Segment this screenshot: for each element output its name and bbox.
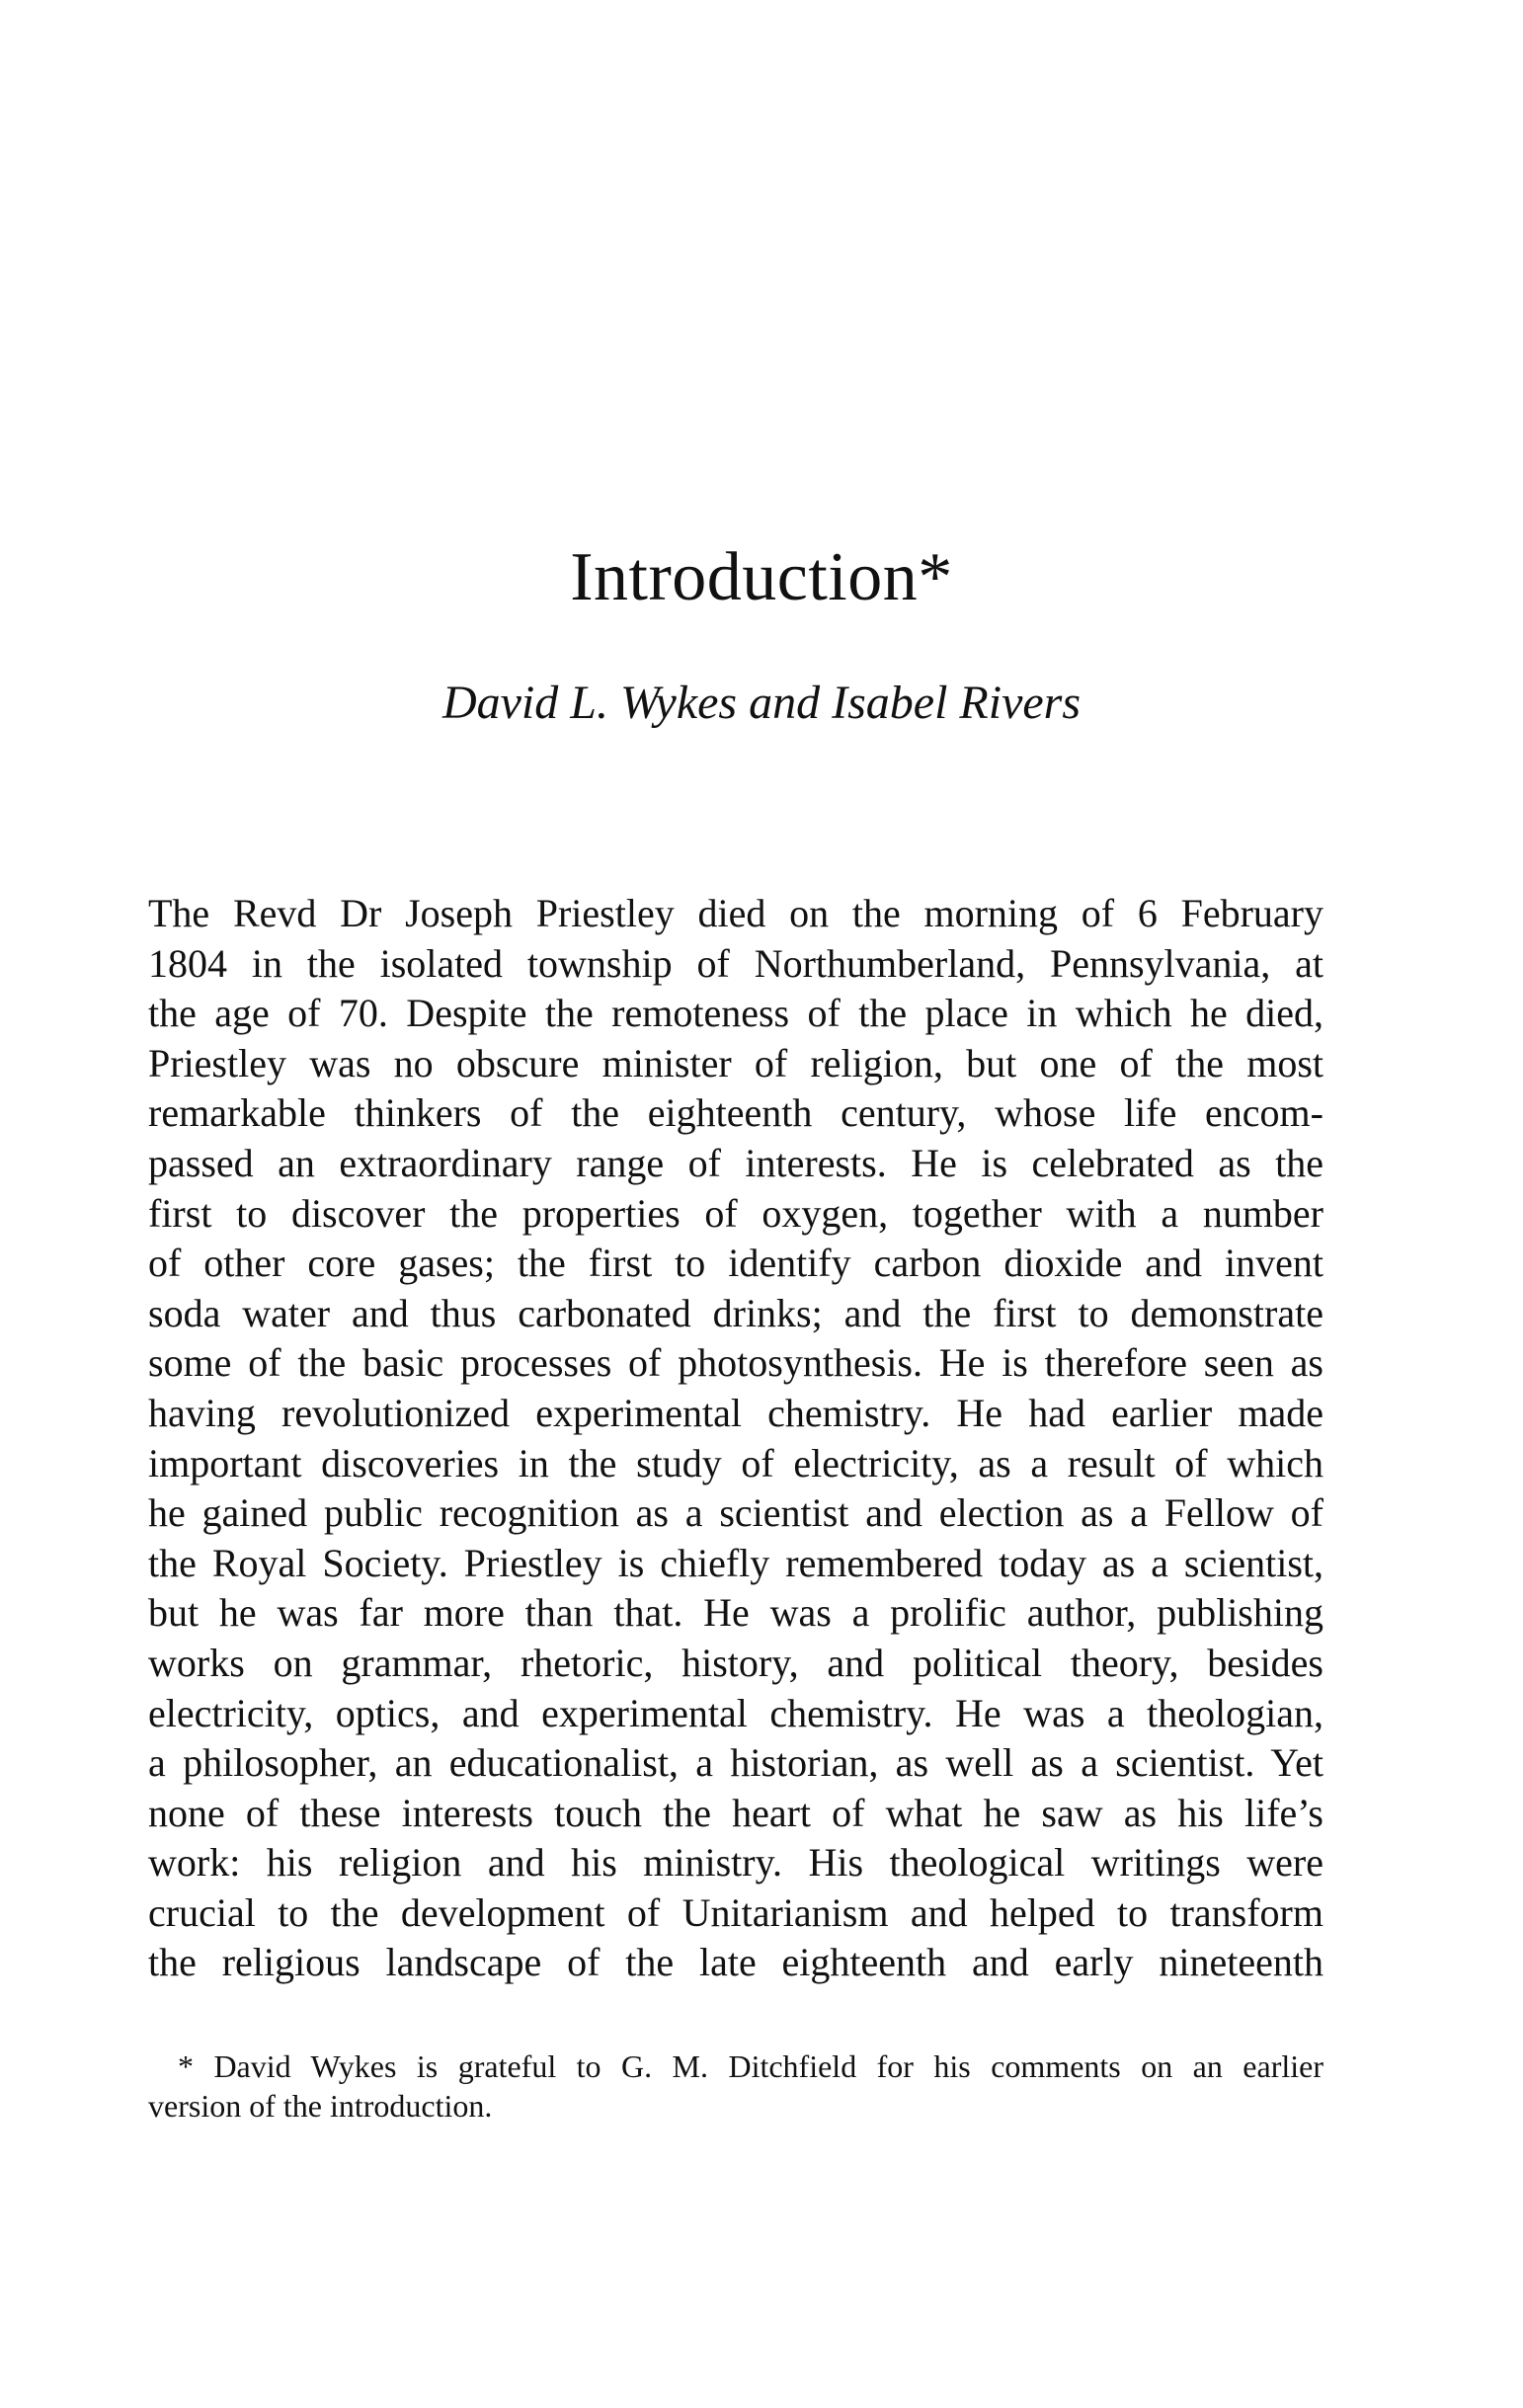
body-line: 1804 in the isolated township of Northumberland, Pennsylvania, at [148, 940, 1323, 986]
body-line: important discoveries in the study of electricity, as a result of which [148, 1440, 1323, 1485]
chapter-authors: David L. Wykes and Isabel Rivers [441, 677, 1082, 729]
body-line: the Royal Society. Priestley is chiefly remembered today as a scientist, [148, 1540, 1323, 1585]
body-line: a philosopher, an educationalist, a historian, as well as a scientist. Yet [148, 1740, 1323, 1786]
body-line: he gained public recognition as a scientist and election as a Fellow of [148, 1490, 1323, 1536]
body-line: electricity, optics, and experimental chemistry. He was a theologian, [148, 1690, 1323, 1735]
body-line: soda water and thus carbonated drinks; and the first to demonstrate [148, 1290, 1323, 1335]
body-line: Priestley was no obscure minister of religion, but one of the most [148, 1040, 1323, 1085]
body-line: the religious landscape of the late eighteenth and early nineteenth [148, 1940, 1323, 1985]
body-line: but he was far more than that. He was a prolific author, publishing [148, 1590, 1323, 1636]
body-line: remarkable thinkers of the eighteenth century, whose life encom- [148, 1090, 1323, 1136]
body-line: work: his religion and his ministry. His theological writings were [148, 1840, 1323, 1886]
footnote-line: * David Wykes is grateful to G. M. Ditchfield for his comments on an earlier [178, 2048, 1323, 2084]
footnote-line: version of the introduction. [148, 2088, 493, 2124]
chapter-title: Introduction* [570, 539, 953, 615]
body-line: works on grammar, rhetoric, history, and political theory, besides [148, 1640, 1323, 1685]
body-line: passed an extraordinary range of interests. He is celebrated as the [148, 1140, 1323, 1185]
body-line: some of the basic processes of photosynthesis. He is therefore seen as [148, 1340, 1323, 1386]
body-line: having revolutionized experimental chemistry. He had earlier made [148, 1390, 1323, 1435]
footnote [148, 2047, 1323, 2126]
body-line: crucial to the development of Unitarianism and helped to transform [148, 1889, 1323, 1935]
body-paragraph [148, 889, 1323, 1988]
body-line: first to discover the properties of oxygen, together with a number [148, 1190, 1323, 1236]
body-line: The Revd Dr Joseph Priestley died on the morning of 6 February [148, 891, 1323, 935]
body-line: the age of 70. Despite the remoteness of the place in which he died, [148, 991, 1323, 1036]
body-line: of other core gases; the first to identify carbon dioxide and invent [148, 1241, 1323, 1286]
body-line: none of these interests touch the heart of what he saw as his life’s [148, 1790, 1323, 1835]
